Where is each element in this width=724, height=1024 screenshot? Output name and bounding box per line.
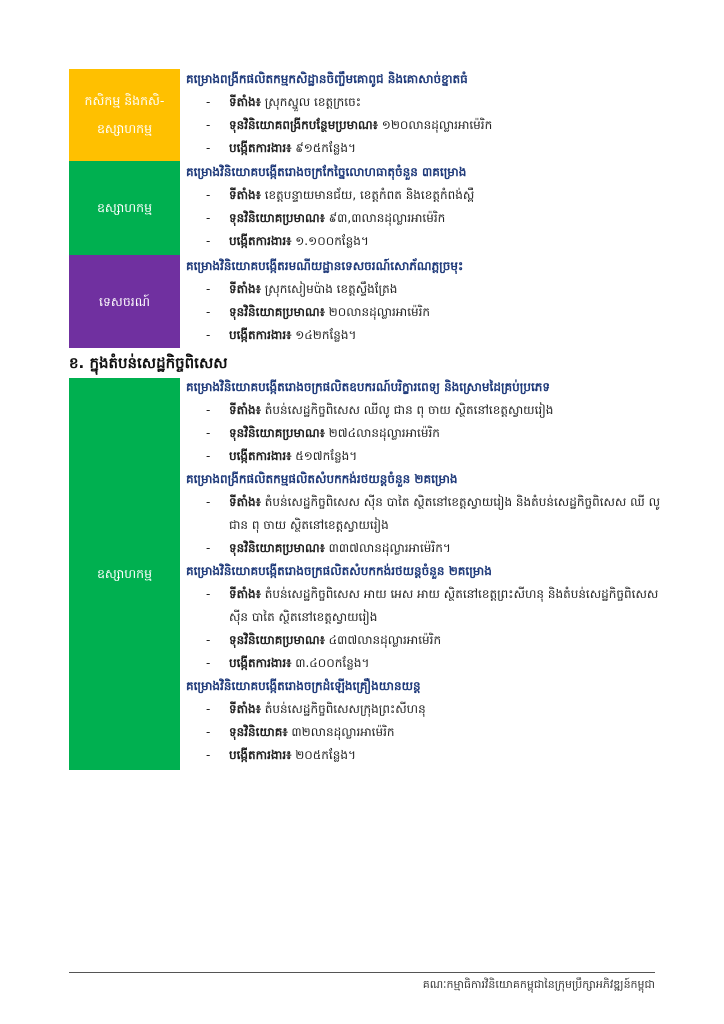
project-item: - បង្កើតការងារ៖ ១.១០០កន្លែង។ — [206, 234, 369, 248]
footer-text: គណៈកម្មាធិការវិនិយោគកម្ពុជានៃក្រុមប្រឹក្សាអភិវឌ្ឍន៍កម្ពុជា — [422, 978, 655, 991]
project-item: - ទីតាំង៖ តំបន់សេដ្ឋកិច្ចពិសេស ស៊ីន បាតៃ ស្ថិតនៅខេត្តស្វាយរៀង និងតំបន់សេដ្ឋកិច្ចពិសេស ឈី លូ ជាន ពុ ចាយ ស្ថិតនៅខេត្តស្វាយរៀង — [206, 495, 661, 532]
project-item: - ទីតាំង៖ ស្រុកស្នួល ខេត្តក្រចេះ — [206, 95, 361, 109]
project-item: - បង្កើតការងារ៖ ២០៥កន្លែង។ — [206, 748, 356, 762]
sector-label: ទេសចរណ៍ — [99, 293, 150, 309]
project-block — [186, 161, 666, 253]
sector-tourism — [69, 255, 180, 348]
project-item: - ទុនវិនិយោគពង្រីកបន្ថែមប្រមាណ៖ ១២០លានដុល្លារអាម៉េរិក — [206, 118, 493, 132]
project-block — [186, 675, 666, 767]
sector-industry-sez — [69, 378, 180, 770]
project-block — [186, 560, 666, 675]
sector-agriculture — [69, 69, 180, 161]
project-item: - ទុនវិនិយោគ៖ ៣២លានដុល្លារអាម៉េរិក — [206, 725, 395, 739]
project-title: គម្រោងពង្រីកផលិតកម្មកសិដ្ឋានចិញ្ចឹមគោពូជ និងគោសាច់ខ្នាតធំ — [186, 72, 468, 86]
project-item: - បង្កើតការងារ៖ ៥១៧កន្លែង។ — [206, 449, 358, 463]
footer-divider — [69, 972, 655, 973]
project-title: គម្រោងវិនិយោគបង្កើតរោងចក្រផលិតសំបកកង់រថយន្តចំនួន ២គម្រោង — [186, 564, 492, 578]
project-item: - ទីតាំង៖ ខេត្តបន្ទាយមានជ័យ, ខេត្តកំពត និងខេត្តកំពង់ស្ពឺ — [206, 188, 475, 202]
project-block — [186, 376, 666, 468]
sector-industry — [69, 161, 180, 255]
project-title: គម្រោងវិនិយោគបង្កើតរមណីយដ្ឋានទេសចរណ៍សោភ័ណភ្ពច្រមុះ — [186, 259, 464, 273]
project-item: - ទីតាំង៖ តំបន់សេដ្ឋកិច្ចពិសេស អាយ អេស អាយ ស្ថិតនៅខេត្តព្រះសីហនុ និងតំបន់សេដ្ឋកិច្ចពិសេស ស៊ីន បាតៃ ស្ថិតនៅខេត្តស្វាយរៀង — [206, 587, 659, 624]
project-block — [186, 255, 666, 347]
project-block — [186, 468, 666, 560]
section-heading: ខ. ក្នុងតំបន់សេដ្ឋកិច្ចពិសេស — [69, 354, 228, 372]
project-item: - ទុនវិនិយោគប្រមាណ៖ ៩៣,៣លានដុល្លារអាម៉េរិក — [206, 211, 446, 225]
project-block — [186, 68, 666, 160]
project-item: - ទុនវិនិយោគប្រមាណ៖ ៤៣៧លានដុល្លារអាម៉េរិក — [206, 633, 442, 647]
project-item: - ទុនវិនិយោគប្រមាណ៖ ២០លានដុល្លារអាម៉េរិក — [206, 305, 431, 319]
project-item: - ទីតាំង៖ តំបន់សេដ្ឋកិច្ចពិសេស ឈីលូ ជាន ពុ ចាយ ស្ថិតនៅខេត្តស្វាយរៀង — [206, 403, 554, 417]
project-item: - ទីតាំង៖ ស្រុកសៀមប៉ាង ខេត្តស្ទឹងត្រែង — [206, 282, 398, 296]
project-item: - ទុនវិនិយោគប្រមាណ៖ ៣៣៧លានដុល្លារអាម៉េរិក។ — [206, 541, 451, 555]
project-title: គម្រោងវិនិយោគបង្កើតរោងចក្រដំឡើងគ្រឿងយានយន្ត — [186, 679, 421, 693]
project-title: គម្រោងវិនិយោគបង្កើតរោងចក្រកែច្នៃលោហធាតុចំនួន ៣គម្រោង — [186, 165, 467, 179]
project-item: - បង្កើតការងារ៖ ៣.៤០០កន្លែង។ — [206, 656, 370, 670]
project-item: - ទីតាំង៖ តំបន់សេដ្ឋកិច្ចពិសេសក្រុងព្រះសីហនុ — [206, 702, 426, 716]
project-item: - បង្កើតការងារ៖ ១៤២កន្លែង។ — [206, 328, 357, 342]
project-item: - បង្កើតការងារ៖ ៩១៥កន្លែង។ — [206, 141, 356, 155]
project-title: គម្រោងពង្រីកផលិតកម្មផលិតសំបកកង់រថយន្តចំនួន ២គម្រោង — [186, 472, 458, 486]
sector-label: ឧស្សាហកម្ម — [96, 566, 153, 581]
project-title: គម្រោងវិនិយោគបង្កើតរោងចក្រផលិតឧបករណ៍បរិក្ខារពេទ្យ និងស្រោមដៃគ្រប់ប្រភេទ — [186, 380, 551, 394]
sector-label: កសិកម្ម និងកសិ-ឧស្សាហកម្ម — [84, 93, 165, 136]
project-item: - ទុនវិនិយោគប្រមាណ៖ ២៧៤លានដុល្លារអាម៉េរិក — [206, 426, 440, 440]
sector-label: ឧស្សាហកម្ម — [96, 200, 153, 215]
